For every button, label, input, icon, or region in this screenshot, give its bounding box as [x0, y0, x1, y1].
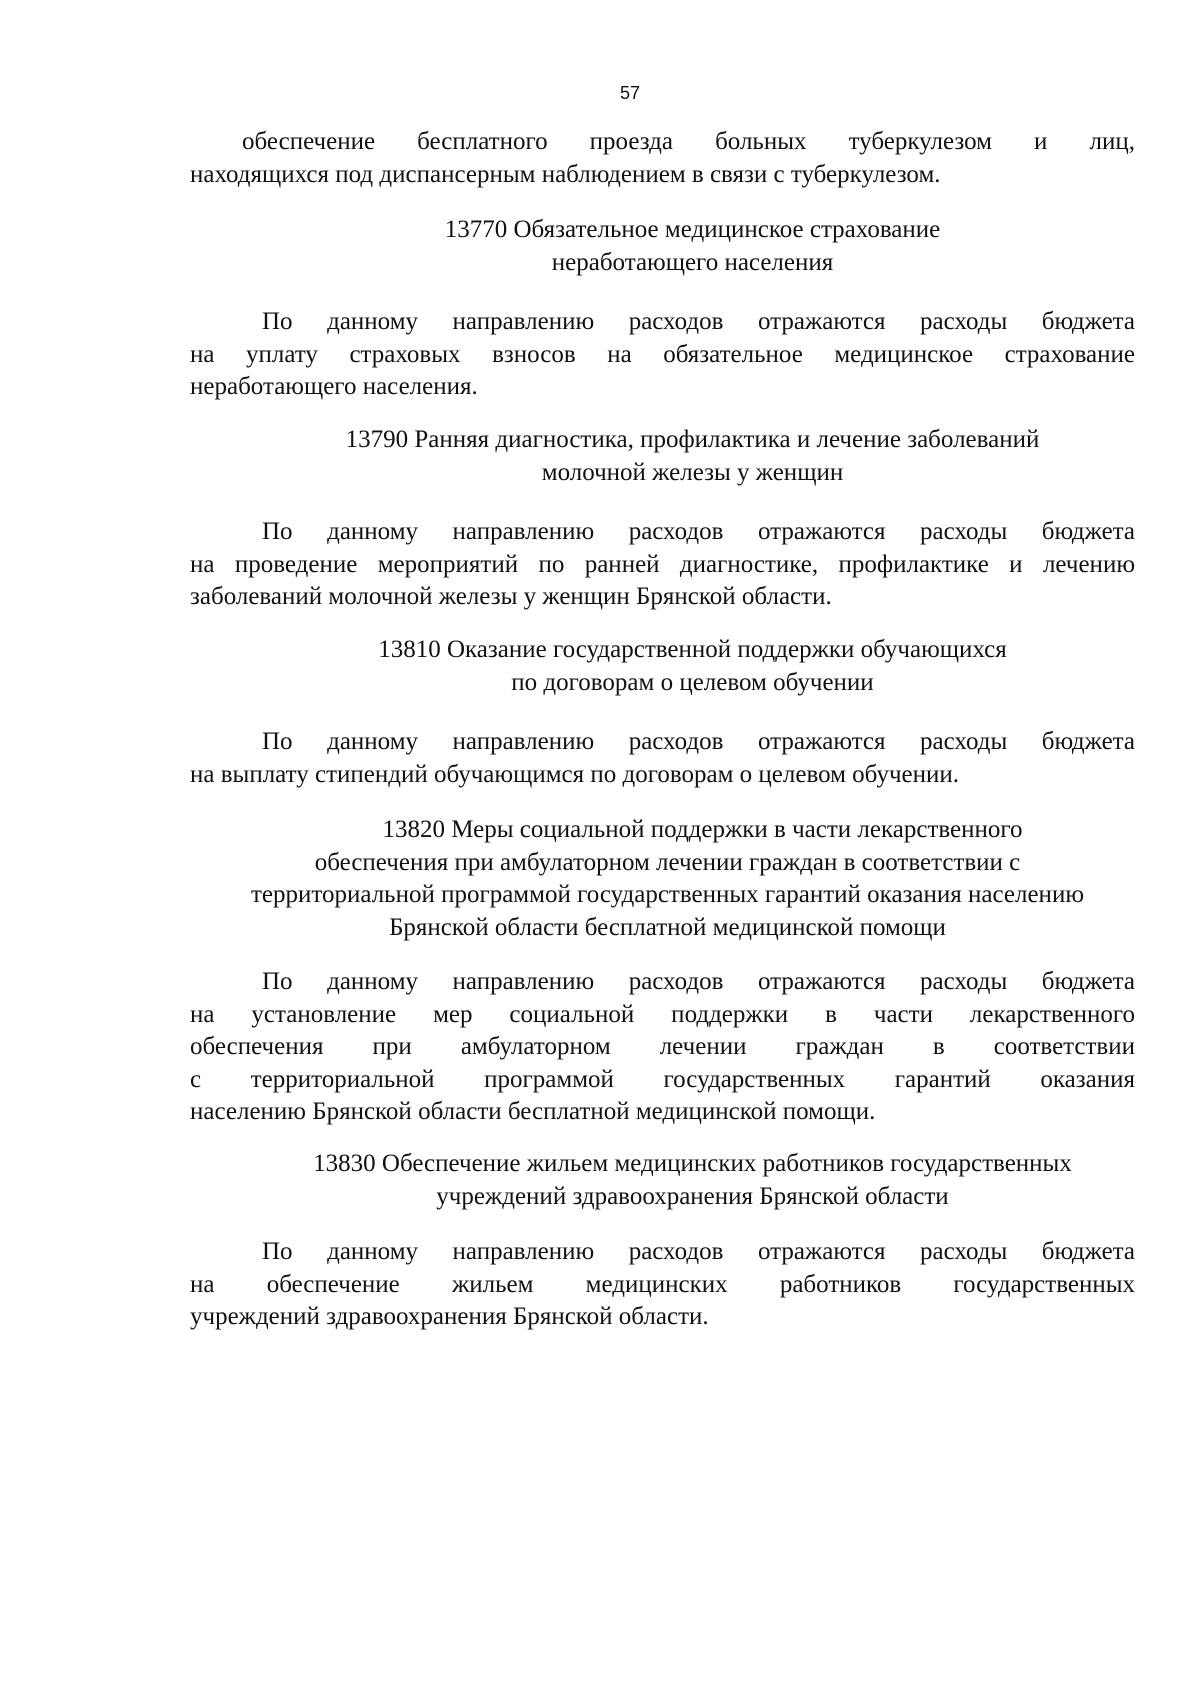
paragraph-line: на выплату стипендий обучающимся по договорам о целевом обучении. [190, 760, 959, 788]
heading-line: 13820 Меры социальной поддержки в части лекарственного [382, 816, 1023, 843]
heading-line: учреждений здравоохранения Брянской области [436, 1182, 949, 1210]
section-paragraph-13830 [190, 1236, 1135, 1334]
heading-line: неработающего населения [551, 248, 834, 276]
paragraph-line: на установление мер социальной поддержки в части лекарственного [190, 1000, 1135, 1028]
heading-line: 13790 Ранняя диагностика, профилактика и лечение заболеваний [345, 426, 1040, 453]
paragraph-line: По данному направлению расходов отражаются расходы бюджета [262, 728, 1135, 755]
paragraph-line: на обеспечение жильем медицинских работников государственных [190, 1270, 1135, 1298]
heading-line: Брянской области бесплатной медицинской помощи [389, 913, 946, 941]
heading-line: молочной железы у женщин [541, 458, 844, 486]
paragraph-line: учреждений здравоохранения Брянской области. [190, 1303, 709, 1330]
paragraph-line: По данному направлению расходов отражаются расходы бюджета [262, 1238, 1135, 1265]
section-paragraph-13810 [190, 726, 1135, 791]
section-paragraph-13770 [190, 306, 1135, 404]
section-heading-13770 [190, 214, 1135, 279]
section-paragraph-13790 [190, 516, 1135, 614]
heading-line: 13830 Обеспечение жильем медицинских работников государственных [313, 1150, 1072, 1177]
heading-line: 13810 Оказание государственной поддержки обучающихся [378, 636, 1007, 663]
paragraph-line: на проведение мероприятий по ранней диагностике, профилактике и лечению [190, 550, 1135, 578]
section-heading-13790 [190, 424, 1135, 489]
section-paragraph-13820 [190, 966, 1135, 1129]
intro-line-1: обеспечение бесплатного проезда больных туберкулезом и лиц, [242, 128, 1135, 155]
heading-line: обеспечения при амбулаторном лечении граждан в соответствии с [314, 848, 1021, 876]
section-heading-13810 [190, 634, 1135, 699]
paragraph-line: обеспечения при амбулаторном лечении граждан в соответствии [190, 1033, 1135, 1060]
paragraph-line: неработающего населения. [190, 373, 478, 400]
section-heading-13820 [190, 814, 1135, 944]
section-heading-13830 [190, 1148, 1135, 1213]
page-number: 57 [619, 83, 641, 103]
intro-line-2: находящихся под диспансерным наблюдением в связи с туберкулезом. [190, 160, 941, 188]
heading-line: 13770 Обязательное медицинское страхование [444, 216, 941, 243]
paragraph-line: По данному направлению расходов отражаются расходы бюджета [262, 308, 1135, 335]
paragraph-line: заболеваний молочной железы у женщин Брянской области. [190, 583, 832, 610]
intro-paragraph [190, 126, 1135, 191]
heading-line: территориальной программой государственных гарантий оказания населению [251, 881, 1084, 908]
paragraph-line: По данному направлению расходов отражаются расходы бюджета [262, 968, 1135, 995]
paragraph-line: с территориальной программой государственных гарантий оказания [190, 1065, 1135, 1093]
paragraph-line: на уплату страховых взносов на обязательное медицинское страхование [190, 340, 1135, 368]
paragraph-line: населению Брянской области бесплатной медицинской помощи. [190, 1098, 876, 1125]
heading-line: по договорам о целевом обучении [511, 668, 874, 696]
paragraph-line: По данному направлению расходов отражаются расходы бюджета [262, 518, 1135, 545]
